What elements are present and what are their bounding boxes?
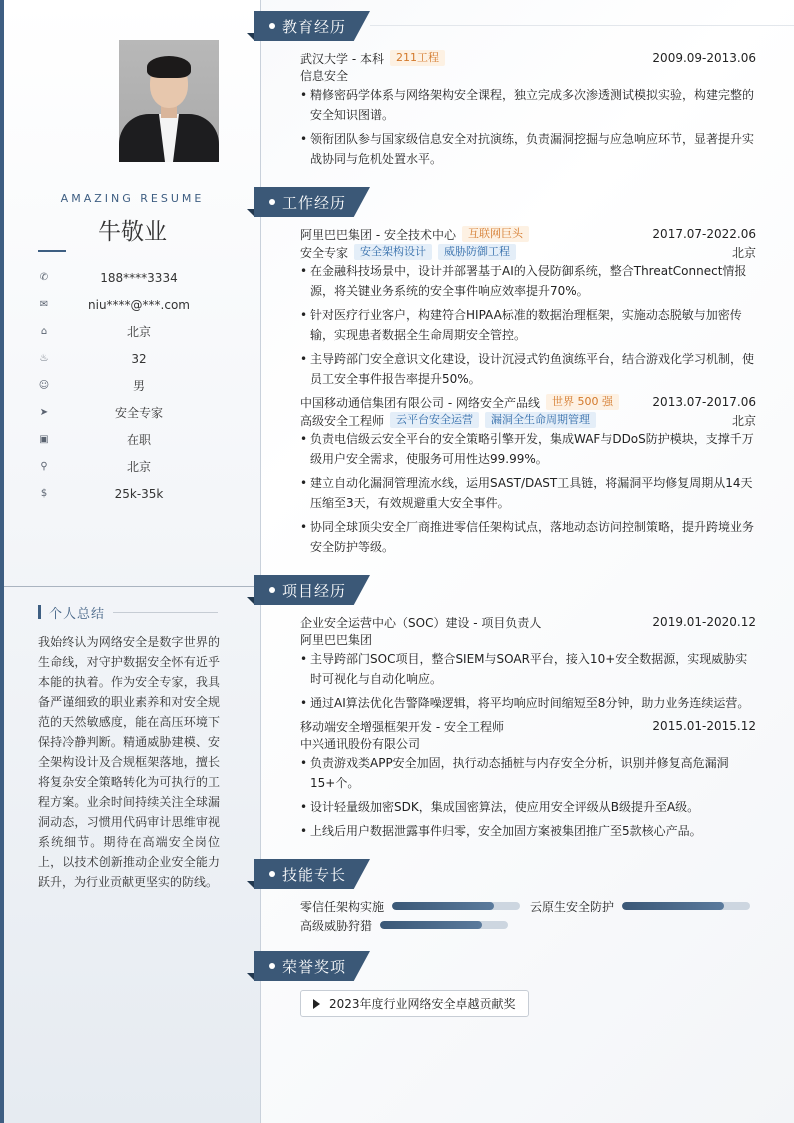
location-pin-icon: ⚲ (40, 461, 48, 472)
skill-item (530, 898, 750, 915)
job-role-group (300, 412, 596, 429)
info-value: 男 (132, 379, 145, 393)
info-row (34, 372, 244, 399)
company-tag: 互联网巨头 (462, 226, 529, 242)
section-title: 项目经历 (282, 582, 347, 600)
summary-text: 我始终认为网络安全是数字世界的生命线，对守护数据安全怀有近乎本能的执着。作为安全专家，我具备严谨细致的职业素养和对安全规范的天然敏感度，能在高压环境下保持冷静判断。精通威胁建模、安全架构设计及合规框架落地，擅长将复杂安全策略转化为可执行的工程方案。业余时间持续关注全球漏洞动态，习惯用代码审计思维审视系统细节。期待在高端安全岗位上，以技术创新推动企业安全能力跃升，为行业贡献更坚实的防线。 (38, 635, 220, 889)
job-role-row (300, 243, 756, 261)
info-row (34, 264, 244, 291)
info-value: 北京 (126, 325, 151, 339)
project-title: 移动端安全增强框架开发 - 安全工程师 (300, 719, 504, 734)
play-icon (313, 999, 320, 1009)
info-value: 安全专家 (114, 406, 163, 420)
skill-name: 云原生安全防护 (530, 899, 615, 914)
skill-level-fill (392, 902, 494, 910)
project-date: 2019.01-2020.12 (652, 615, 756, 629)
project-bullets (300, 753, 756, 841)
project-header (300, 717, 756, 735)
job-header (300, 225, 756, 243)
name-underline (38, 250, 66, 252)
job-bullet: • 建立自动化漏洞管理流水线，运用SAST/DAST工具链，将漏洞平均修复周期从14天压缩至3天，有效规避重大安全事件。 (300, 473, 756, 513)
project-bullet: • 负责游戏类APP安全加固，执行动态插桩与内存安全分析，识别并修复高危漏洞15+个。 (300, 753, 756, 793)
info-value: 188****3334 (100, 270, 178, 285)
award-label: 2023年度行业网络安全卓越贡献奖 (329, 997, 516, 1011)
role-tag: 漏洞全生命周期管理 (485, 412, 596, 428)
summary-title: 个人总结 (49, 606, 106, 622)
info-row (34, 291, 244, 318)
skill-item (300, 898, 520, 915)
skill-level-fill (622, 902, 724, 910)
info-value: niu****@***.com (88, 297, 190, 312)
skill-name: 零信任架构实施 (300, 899, 385, 914)
job-bullet: • 负责电信级云安全平台的安全策略引擎开发，集成WAF与DDoS防护模块，支撑千万级用户安全需求，使服务可用性达99.99%。 (300, 429, 756, 469)
skill-name: 高级威胁狩猎 (300, 918, 373, 933)
project-bullet: • 通过AI算法优化告警降噪逻辑，将平均响应时间缩短至8分钟，助力业务连续运营。 (300, 693, 756, 713)
summary-heading (38, 603, 218, 621)
info-row (34, 345, 244, 372)
job-title-group (300, 226, 529, 243)
phone-icon: ✆ (39, 272, 49, 283)
section-title: 荣誉奖项 (282, 958, 347, 976)
home-icon: ⌂ (40, 326, 48, 337)
job-bullet: • 主导跨部门安全意识文化建设，设计沉浸式钓鱼演练平台，结合游戏化学习机制，使员工安全事件报告率提升50%。 (300, 349, 756, 389)
project-bullet: • 设计轻量级加密SDK，集成国密算法，使应用安全评级从B级提升至A级。 (300, 797, 756, 817)
school-name: 武汉大学 - 本科 (300, 51, 384, 66)
company-tag: 世界 500 强 (546, 394, 619, 410)
education-major: 信息安全 (300, 69, 349, 83)
project-bullets (300, 649, 756, 713)
education-bullet: • 领衔团队参与国家级信息安全对抗演练，负责漏洞挖掘与应急响应环节，显著提升实战协同与危机处置水平。 (300, 129, 756, 169)
award-item (300, 990, 529, 1017)
skill-level-bar (380, 921, 508, 929)
sidebar (4, 0, 261, 1123)
project-bullet: • 主导跨部门SOC项目，整合SIEM与SOAR平台，接入10+安全数据源，实现威胁实时可视化与自动化响应。 (300, 649, 756, 689)
role-tag: 安全架构设计 (354, 244, 432, 260)
info-row (34, 480, 244, 507)
education-bullets (300, 85, 756, 169)
project-date: 2015.01-2015.12 (652, 719, 756, 733)
work-block (300, 225, 756, 561)
info-row (34, 453, 244, 480)
info-row (34, 426, 244, 453)
job-date: 2017.07-2022.06 (652, 227, 756, 241)
section-title: 技能专长 (282, 866, 347, 884)
role-tag: 云平台安全运营 (390, 412, 479, 428)
job-header (300, 393, 756, 411)
candidate-name: 牛敬业 (98, 219, 167, 245)
send-icon: ➤ (39, 407, 49, 418)
briefcase-icon: ▣ (39, 434, 49, 445)
job-bullets (300, 429, 756, 557)
projects-block (300, 613, 756, 845)
info-row (34, 399, 244, 426)
job-company: 阿里巴巴集团 - 安全技术中心 (300, 227, 456, 242)
salary-icon: $ (40, 488, 48, 499)
education-bullet: • 精修密码学体系与网络架构安全课程，独立完成多次渗透测试模拟实验，构建完整的安全知识图谱。 (300, 85, 756, 125)
job-bullet: • 协同全球顶尖安全厂商推进零信任架构试点，落地动态访问控制策略，提升跨境业务安全防护等级。 (300, 517, 756, 557)
mail-icon: ✉ (39, 299, 49, 310)
skill-level-fill (380, 921, 482, 929)
info-row (34, 318, 244, 345)
project-company: 中兴通讯股份有限公司 (300, 737, 421, 751)
skill-row (300, 916, 756, 934)
left-accent-bar (0, 0, 4, 1123)
info-value: 北京 (126, 460, 151, 474)
skill-level-bar (392, 902, 520, 910)
skill-item (300, 917, 508, 934)
job-role: 高级安全工程师 (300, 413, 385, 428)
job-role-group (300, 244, 516, 261)
school-tag: 211工程 (390, 50, 445, 66)
project-company: 阿里巴巴集团 (300, 633, 373, 647)
section-title: 教育经历 (282, 18, 347, 36)
job-company: 中国移动通信集团有限公司 - 网络安全产品线 (300, 395, 540, 410)
profile-photo (119, 40, 219, 162)
job-role: 安全专家 (300, 245, 349, 260)
job-date: 2013.07-2017.06 (652, 395, 756, 409)
education-date: 2009.09-2013.06 (652, 51, 756, 65)
job-title-group (300, 394, 619, 411)
skill-level-bar (622, 902, 750, 910)
skill-row (300, 897, 756, 915)
contact-info-list (34, 264, 244, 507)
birthday-cake-icon: ♨ (39, 353, 49, 364)
job-city: 北京 (731, 245, 756, 260)
project-bullet: • 上线后用户数据泄露事件归零，安全加固方案被集团推广至5款核心产品。 (300, 821, 756, 841)
project-header (300, 613, 756, 631)
role-tag: 威胁防御工程 (438, 244, 516, 260)
skills-block (300, 897, 756, 935)
info-value: 在职 (126, 433, 151, 447)
job-bullets (300, 261, 756, 389)
section-rule (370, 25, 794, 26)
gender-icon: ☺ (38, 380, 50, 391)
section-title: 工作经历 (282, 194, 347, 212)
info-value: 32 (131, 351, 147, 366)
job-bullet: • 在金融科技场景中，设计并部署基于AI的入侵防御系统，整合ThreatConnect情报源，将关键业务系统的安全事件响应效率提升70%。 (300, 261, 756, 301)
job-city: 北京 (731, 413, 756, 428)
job-bullet: • 针对医疗行业客户，构建符合HIPAA标准的数据治理框架，实施动态脱敏与加密传输，实现患者数据全生命周期安全管控。 (300, 305, 756, 345)
project-title: 企业安全运营中心（SOC）建设 - 项目负责人 (300, 615, 542, 630)
info-value: 25k-35k (114, 486, 164, 501)
job-role-row (300, 411, 756, 429)
education-block (300, 49, 756, 173)
sidebar-divider (4, 586, 261, 587)
resume-tagline: AMAZING RESUME (60, 192, 205, 205)
